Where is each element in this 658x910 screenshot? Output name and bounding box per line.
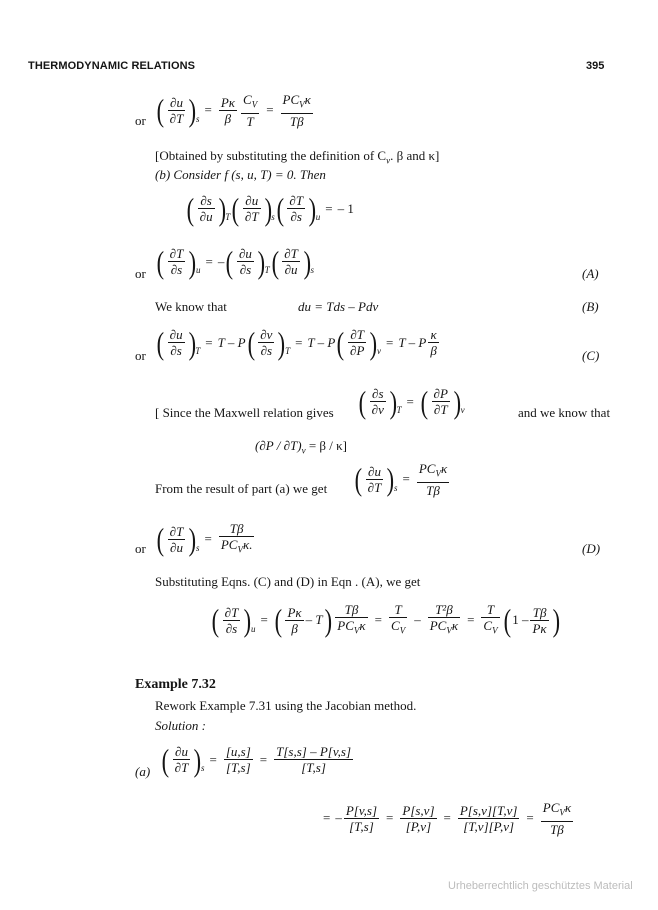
or-label: or: [135, 266, 146, 281]
equation-D: ( $\frac{\partial T}{\partial u}$ ) s = $\frac{T\beta}{PC_V\kappa.}$: [156, 521, 253, 558]
equation-B: du = Tds – Pdv: [298, 299, 379, 314]
page-number: 395: [586, 60, 605, 72]
equation-final-result: ( $\frac{\partial T}{\partial s}$ ) u = ( $\frac{P\kappa}{\beta}$ – T ) $\frac{T\beta}{PC_V\kappa}$ = $\frac{T}{C_V}$ – $\frac{\text{T²β}}{PC_V\kappa}$ = $\frac{T}{C_V}$ ( 1 – $\frac{T\beta}{P\kappa}$ ): [211, 602, 560, 639]
equation-jacobian-a-cont: = – $\frac{P[v,s]}{[T,s]}$ = $\frac{P[s,v]}{[P,v]}$ = $\frac{P[s,v][T,v]}{[T,v][P,v]}$ = $\frac{PC_V\kappa}{T\beta}$: [323, 800, 572, 837]
obtained-note: [Obtained by substituting the definition of $C_v$. β and κ]: [155, 148, 440, 166]
equation-du-dT-s: ( $\frac{\partial u}{\partial T}$ ) s = $\frac{P\kappa}{\beta}$ $\frac{C_V}{T}$ = $\frac{PC_V\kappa}{T\beta}$: [156, 92, 311, 129]
or-label: or: [135, 113, 146, 128]
substituting-text: Substituting Eqns. (C) and (D) in Eqn . (A), we get: [155, 574, 421, 589]
equation-tag-D: (D): [582, 541, 601, 556]
part-a-label: (a): [135, 764, 151, 779]
copyright-watermark: Urheberrechtlich geschütztes Material: [448, 880, 633, 892]
equation-from-result: ( $\frac{\partial u}{\partial T}$ ) s = $\frac{PC_V\kappa}{T\beta}$: [354, 461, 448, 498]
dp-dt-relation: $(\partial P / \partial T)_v = \beta / \kappa$]: [255, 438, 347, 456]
or-label: or: [135, 348, 146, 363]
equation-tag-B: (B): [582, 299, 599, 314]
maxwell-text: [ Since the Maxwell relation gives: [155, 405, 334, 420]
equation-tag-A: (A): [582, 266, 599, 281]
equation-C: ( $\frac{\partial u}{\partial s}$ ) T = T – P ( $\frac{\partial v}{\partial s}$ ) T = T – P ( $\frac{\partial T}{\partial P}$ ) v = T – P $\frac{\kappa}{\beta}$: [156, 324, 437, 361]
from-result-text: From the result of part (a) we get: [155, 481, 328, 496]
equation-triple-product: ( $\frac{\partial s}{\partial u}$ ) T ( $\frac{\partial u}{\partial T}$ ) s ( $\frac{\partial T}{\partial s}$ ) u = – 1: [186, 190, 354, 227]
example-title: Example 7.32: [135, 677, 216, 692]
example-statement: Rework Example 7.31 using the Jacobian method.: [155, 698, 417, 713]
or-label: or: [135, 541, 146, 556]
solution-label: Solution :: [155, 718, 206, 733]
equation-tag-C: (C): [582, 348, 600, 363]
equation-A: ( $\frac{\partial T}{\partial s}$ ) u = – ( $\frac{\partial u}{\partial s}$ ) T ( $\frac{\partial T}{\partial u}$ ) s: [156, 243, 315, 280]
equation-jacobian-a: ( $\frac{\partial u}{\partial T}$ ) s = $\frac{[u,s]}{[T,s]}$ = $\frac{T[s,s] - P[v,s]}{[T,s]}$: [161, 741, 351, 778]
we-know-text: We know that: [155, 299, 227, 314]
consider-statement: (b) Consider f (s, u, T) = 0. Then: [155, 167, 326, 182]
running-header-title: THERMODYNAMIC RELATIONS: [28, 60, 196, 72]
equation-maxwell: ( $\frac{\partial s}{\partial v}$ ) T = ( $\frac{\partial P}{\partial T}$ ) v: [358, 383, 465, 420]
maxwell-text-end: and we know that: [518, 405, 611, 420]
